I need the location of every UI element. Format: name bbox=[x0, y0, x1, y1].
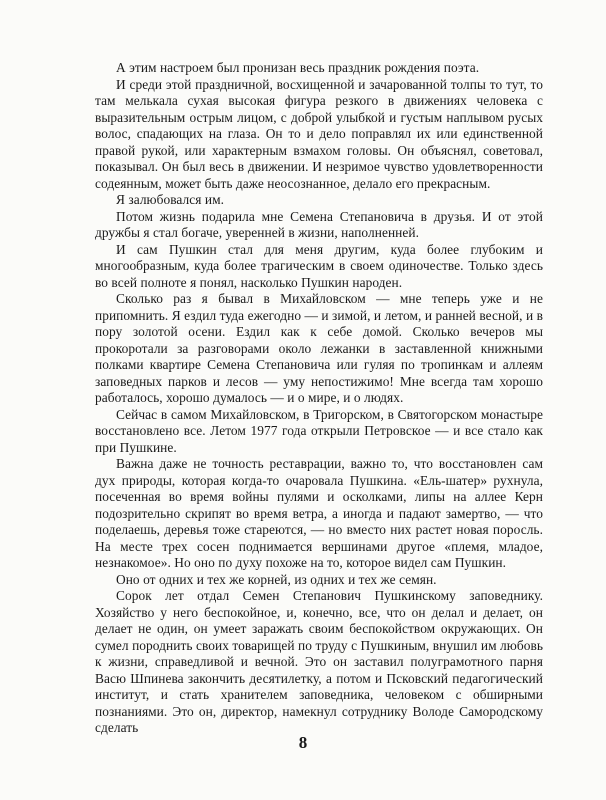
paragraph-3: Я залюбовался им. bbox=[116, 192, 225, 207]
paragraph-1: А этим настроем был пронизан весь праздник рождения поэта. bbox=[116, 60, 480, 75]
paragraph-2: И среди этой праздничной, восхищенной и зачарованной толпы то тут, то там мелькала сухая высокая фигура резкого в движениях человека с выразительным острым лицом, с доброй улыбкой и густым наплывом русых волос, спадающих на глаза. Он то и дело поправлял их или единственной правой рукой, или характерным взмахом головы. Он объяснял, советовал, показывал. Он был весь в движении. И незримое чувство удовлетворенности содеянным, может быть даже неосознанное, делало его прекрасным. bbox=[95, 76, 543, 191]
body-text bbox=[95, 60, 543, 737]
paragraph-5: И сам Пушкин стал для меня другим, куда более глубоким и многообразным, куда более трагическим в своем одиночестве. Только здесь во всей полноте я понял, насколько Пушкин народен. bbox=[95, 241, 543, 290]
paragraph-6: Сколько раз я бывал в Михайловском — мне теперь уже и не припомнить. Я ездил туда ежегодно — и зимой, и летом, и ранней весной, и в пору золотой осени. Ездил как к себе домой. Сколько вечеров мы прокоротали за разговорами около лежанки в заставленной книжными полками квартире Семена Степановича или гуляя по тропинкам и аллеям заповедных парков и лесов — уму непостижимо! Мне всегда там хорошо работалось, хорошо думалось — и о мире, и о людях. bbox=[95, 291, 543, 405]
paragraph-10: Сорок лет отдал Семен Степанович Пушкинскому заповеднику. Хозяйство у него беспокойное, и, конечно, все, что он делал и делает, он делает не один, он умеет заражать своим беспокойством окружающих. Он сумел породнить своих товарищей по труду с Пушкиным, внушил им любовь к жизни, справедливой и вечной. Это он заставил полуграмотного парня Васю Шпинева закончить десятилетку, а потом и Псковский педагогический институт, и стать хранителем заповедника, человеком с обширными познаниями. Это он, директор, намекнул сотруднику Володе Самородскому сделать bbox=[95, 588, 543, 735]
paragraph-4: Потом жизнь подарила мне Семена Степановича в друзья. И от этой дружбы я стал богаче, уверенней в жизни, наполненней. bbox=[95, 208, 543, 240]
page-number: 8 bbox=[298, 733, 308, 752]
paragraph-7: Сейчас в самом Михайловском, в Тригорском, в Святогорском монастыре восстановлено все. Летом 1977 года открыли Петровское — и все стало как при Пушкине. bbox=[95, 406, 543, 455]
paragraph-9: Оно от одних и тех же корней, из одних и тех же семян. bbox=[116, 571, 437, 587]
paragraph-8: Важна даже не точность реставрации, важно то, что восстановлен сам дух природы, которая когда-то очаровала Пушкина. «Ель-шатер» рухнула, посеченная во время войны пулями и осколками, липы на аллее Керн подозрительно скрипят во время ветра, а иногда и падают замертво, — что поделаешь, деревья тоже стареются, — но вместо них растет новая поросль. На месте трех сосен поднимается вершинами другое «племя, младое, незнакомое». Но оно по духу похоже на то, которое видел сам Пушкин. bbox=[95, 456, 543, 570]
